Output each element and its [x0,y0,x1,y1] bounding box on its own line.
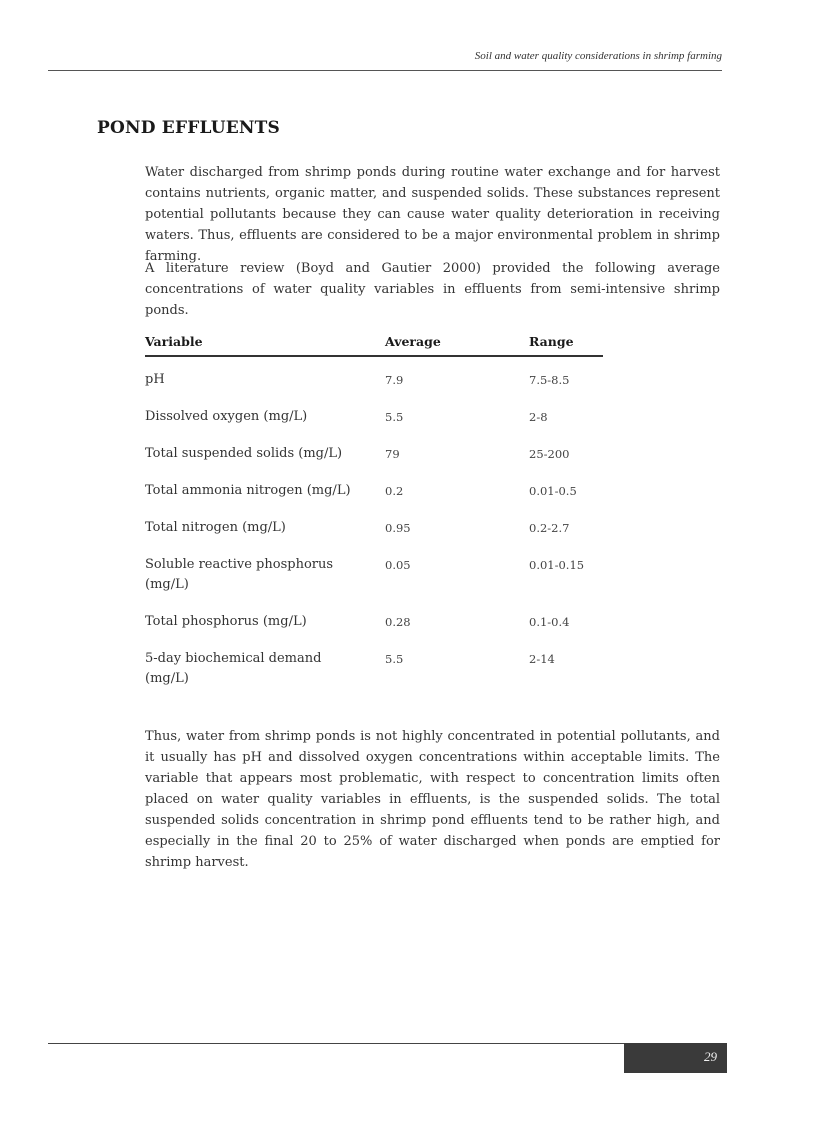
cell-average: 7.9 [385,373,404,387]
cell-range: 0.01-0.15 [529,558,585,572]
cell-variable: Total phosphorus (mg/L) [145,614,307,629]
header-average: Average [385,334,441,349]
paragraph-literature-review: A literature review (Boyd and Gautier 2000) provided the following average concentrations of water quality variables in effluents from semi-intensive shrimp ponds. [145,261,720,318]
cell-range: 0.2-2.7 [529,521,570,535]
cell-variable: pH [145,372,165,387]
table-header [145,330,603,357]
page-number-box [624,1043,727,1073]
cell-variable: Soluble reactive phosphorus (mg/L) [145,557,334,592]
cell-average: 0.28 [385,615,411,629]
paragraph-intro: Water discharged from shrimp ponds during routine water exchange and for harvest contains nutrients, organic matter, and suspended solids. These substances represent potential pollutants because they can cause water quality deterioration in receiving waters. Thus, effluents are considered to be a major environmental problem in shrimp farming. [145,165,720,264]
running-header: Soil and water quality considerations in shrimp farming [474,50,722,62]
cell-average: 0.2 [385,484,404,498]
page-number: 29 [704,1049,717,1064]
cell-range: 2-8 [529,410,548,424]
cell-variable: Total nitrogen (mg/L) [145,520,286,535]
footer-rule [48,1043,628,1044]
cell-range: 25-200 [529,447,570,461]
header-rule [48,70,722,71]
cell-average: 0.95 [385,521,411,535]
cell-range: 2-14 [529,652,555,666]
cell-variable: Total ammonia nitrogen (mg/L) [145,483,351,498]
cell-range: 0.01-0.5 [529,484,577,498]
paragraph-conclusion: Thus, water from shrimp ponds is not highly concentrated in potential pollutants, and it usually has pH and dissolved oxygen concentrations within acceptable limits. The variable that appears most problematic, with respect to concentration limits often placed on water quality variables in effluents, is the suspended solids. The total suspended solids concentration in shrimp pond effluents tend to be rather high, and especially in the final 20 to 25% of water discharged when ponds are emptied for shrimp harvest. [145,729,720,870]
cell-range: 7.5-8.5 [529,373,570,387]
cell-average: 5.5 [385,652,404,666]
cell-variable: Dissolved oxygen (mg/L) [145,409,308,424]
cell-variable: 5-day biochemical demand (mg/L) [145,651,322,686]
header-variable: Variable [145,334,203,349]
header-range: Range [529,334,574,349]
cell-range: 0.1-0.4 [529,615,570,629]
effluent-table [145,330,603,686]
cell-variable: Total suspended solids (mg/L) [145,446,343,461]
cell-average: 79 [385,447,400,461]
section-title: POND EFFLUENTS [97,118,280,138]
cell-average: 0.05 [385,558,411,572]
cell-average: 5.5 [385,410,404,424]
